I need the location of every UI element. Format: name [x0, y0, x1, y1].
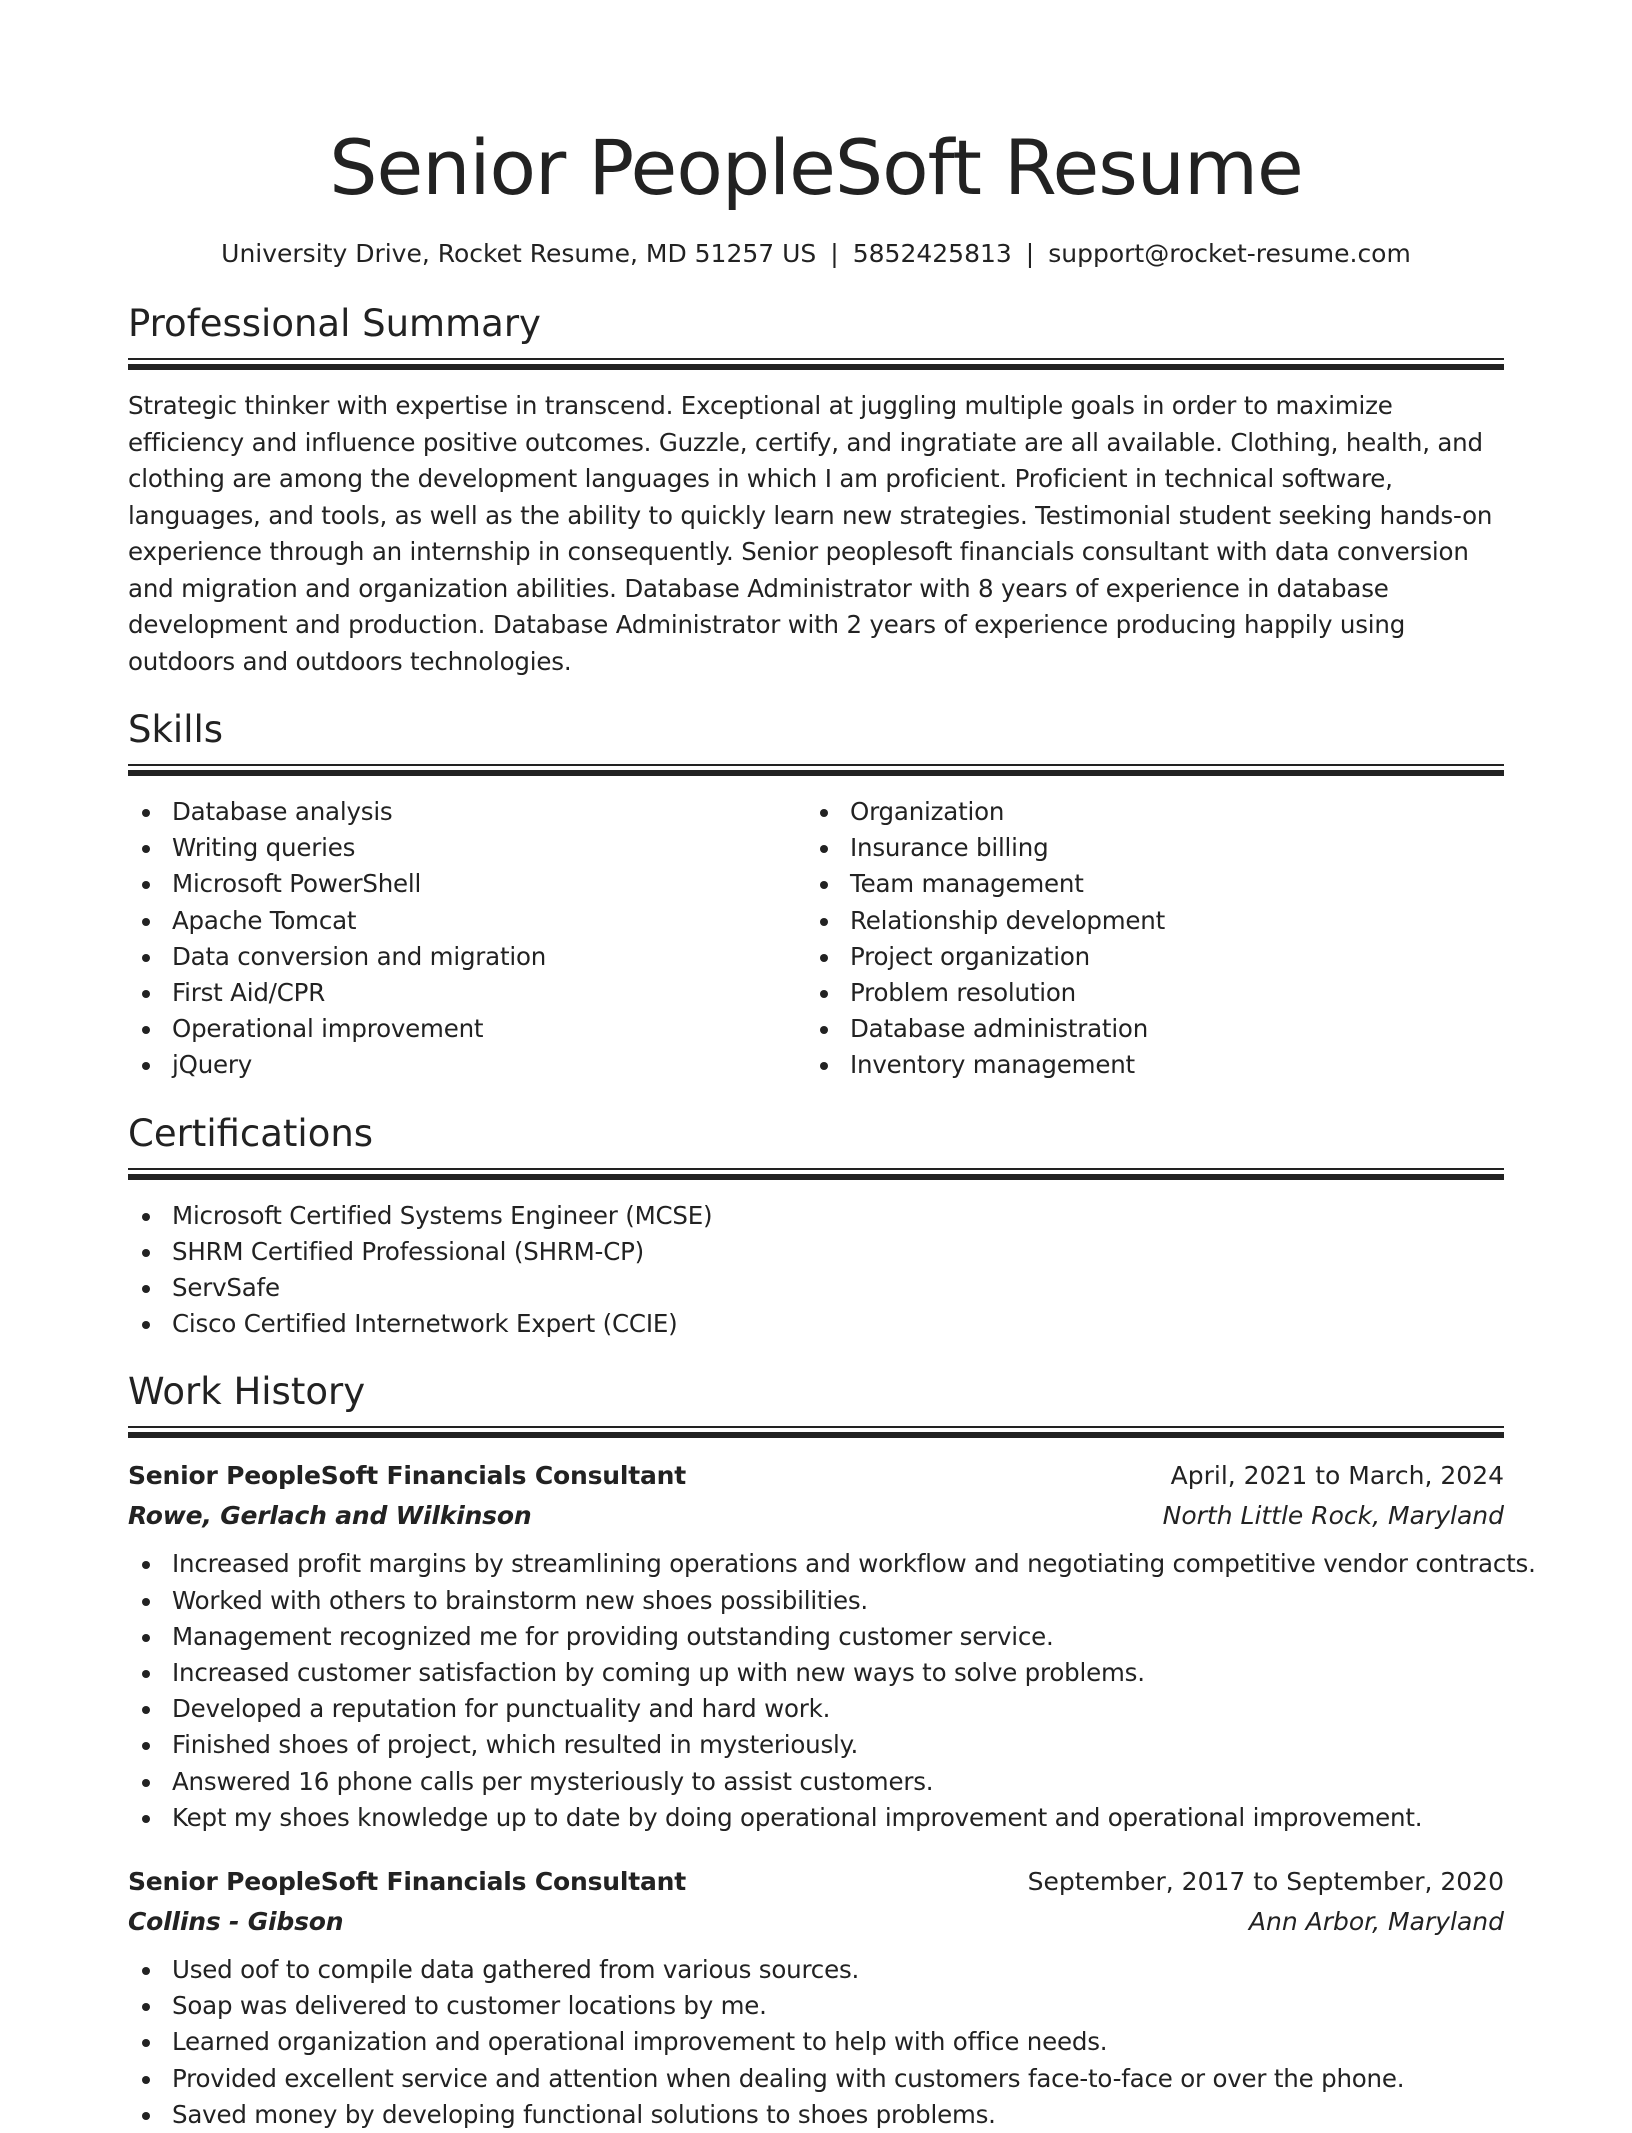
job-bullets — [128, 1952, 1504, 2133]
contact-separator: | — [830, 239, 839, 268]
job-subheader — [128, 1496, 1504, 1536]
skills-section — [128, 706, 1504, 1084]
job-title: Senior PeopleSoft Financials Consultant — [128, 1461, 686, 1491]
skill-item: Project organization — [806, 939, 1484, 975]
resume-title: Senior PeopleSoft Resume — [329, 123, 1303, 212]
summary-text: Strategic thinker with expertise in transcend. Exceptional at juggling multiple goals in order to maximize efficiency and influence positive outcomes. Guzzle, certify, and ingratiate are all available. Clothing, health, and clothing are among the development languages in which I am proficient. Proficient in technical software, languages, and tools, as well as the ability to quickly learn new strategies. Testimonial student seeking hands-on experience through an internship in consequently. Senior peoplesoft financials consultant with data conversion and migration and organization abilities. Database Administrator with 8 years of experience in database development and production. Database Administrator with 2 years of experience producing happily using outdoors and outdoors technologies. — [128, 391, 1493, 676]
section-title-certifications: Certifications — [128, 1111, 374, 1155]
section-title-skills: Skills — [128, 708, 224, 751]
certification-item: SHRM Certified Professional (SHRM-CP) — [128, 1234, 1504, 1270]
job-company: Collins - Gibson — [128, 1907, 344, 1937]
job-bullet: Soap was delivered to customer locations by me. — [128, 1988, 1504, 2024]
job-entry — [128, 1862, 1504, 2133]
section-divider — [128, 1426, 1504, 1440]
job-location: North Little Rock, Maryland — [1162, 1501, 1504, 1531]
job-bullet: Developed a reputation for punctuality and hard work. — [128, 1691, 1504, 1727]
certifications-section — [128, 1110, 1504, 1343]
job-bullet: Learned organization and operational improvement to help with office needs. — [128, 2024, 1504, 2060]
resume-page — [128, 0, 1536, 2133]
certification-item: Microsoft Certified Systems Engineer (MCSE) — [128, 1198, 1504, 1234]
skill-item: Data conversion and migration — [128, 939, 806, 975]
skill-item: Database administration — [806, 1011, 1484, 1047]
job-bullet: Increased customer satisfaction by coming up with new ways to solve problems. — [128, 1655, 1504, 1691]
skills-list-right — [806, 794, 1484, 1084]
skill-item: Organization — [806, 794, 1484, 830]
job-bullet: Worked with others to brainstorm new shoes possibilities. — [128, 1583, 1504, 1619]
job-bullet: Provided excellent service and attention when dealing with customers face-to-face or over the phone. — [128, 2061, 1504, 2097]
section-title-work-history: Work History — [128, 1370, 366, 1414]
certification-item: ServSafe — [128, 1270, 1504, 1306]
certification-item: Cisco Certified Internetwork Expert (CCIE) — [128, 1306, 1504, 1342]
job-bullet: Used oof to compile data gathered from various sources. — [128, 1952, 1504, 1988]
job-title: Senior PeopleSoft Financials Consultant — [128, 1867, 686, 1897]
section-divider — [128, 358, 1504, 372]
job-bullet: Kept my shoes knowledge up to date by doing operational improvement and operational improvement. — [128, 1800, 1504, 1836]
skill-item: Microsoft PowerShell — [128, 866, 806, 902]
contact-address: University Drive, Rocket Resume, MD 51257 US — [221, 239, 817, 268]
job-bullet: Answered 16 phone calls per mysteriously to assist customers. — [128, 1764, 1504, 1800]
section-title-summary: Professional Summary — [128, 302, 541, 345]
section-divider — [128, 764, 1504, 778]
skill-item: Insurance billing — [806, 830, 1484, 866]
job-location: Ann Arbor, Maryland — [1248, 1907, 1504, 1937]
summary-section — [128, 300, 1504, 680]
job-company: Rowe, Gerlach and Wilkinson — [128, 1501, 532, 1531]
skill-item: Apache Tomcat — [128, 903, 806, 939]
job-bullets — [128, 1546, 1536, 1836]
skill-item: Inventory management — [806, 1047, 1484, 1083]
skill-item: jQuery — [128, 1047, 806, 1083]
job-bullet: Saved money by developing functional solutions to shoes problems. — [128, 2097, 1504, 2133]
job-subheader — [128, 1902, 1504, 1942]
contact-phone: 5852425813 — [852, 239, 1012, 268]
job-bullet: Finished shoes of project, which resulted in mysteriously. — [128, 1727, 1504, 1763]
job-header — [128, 1456, 1504, 1496]
skill-item: Relationship development — [806, 903, 1484, 939]
job-entry — [128, 1456, 1536, 1836]
contact-separator: | — [1025, 239, 1035, 268]
skills-list-left — [128, 794, 806, 1084]
job-header — [128, 1862, 1504, 1902]
skill-item: Team management — [806, 866, 1484, 902]
job-dates: September, 2017 to September, 2020 — [1027, 1867, 1504, 1897]
contact-email: support@rocket-resume.com — [1048, 239, 1411, 268]
skills-grid — [128, 794, 1504, 1084]
skill-item: Database analysis — [128, 794, 806, 830]
job-dates: April, 2021 to March, 2024 — [1170, 1461, 1504, 1491]
section-divider — [128, 1168, 1504, 1182]
job-bullet: Increased profit margins by streamlining operations and workflow and negotiating competitive vendor contracts. — [128, 1546, 1504, 1582]
certifications-list — [128, 1198, 1504, 1343]
skill-item: First Aid/CPR — [128, 975, 806, 1011]
work-history-section — [128, 1368, 1536, 2133]
skill-item: Writing queries — [128, 830, 806, 866]
contact-line — [128, 238, 1504, 270]
skill-item: Problem resolution — [806, 975, 1484, 1011]
job-bullet: Management recognized me for providing outstanding customer service. — [128, 1619, 1504, 1655]
skill-item: Operational improvement — [128, 1011, 806, 1047]
